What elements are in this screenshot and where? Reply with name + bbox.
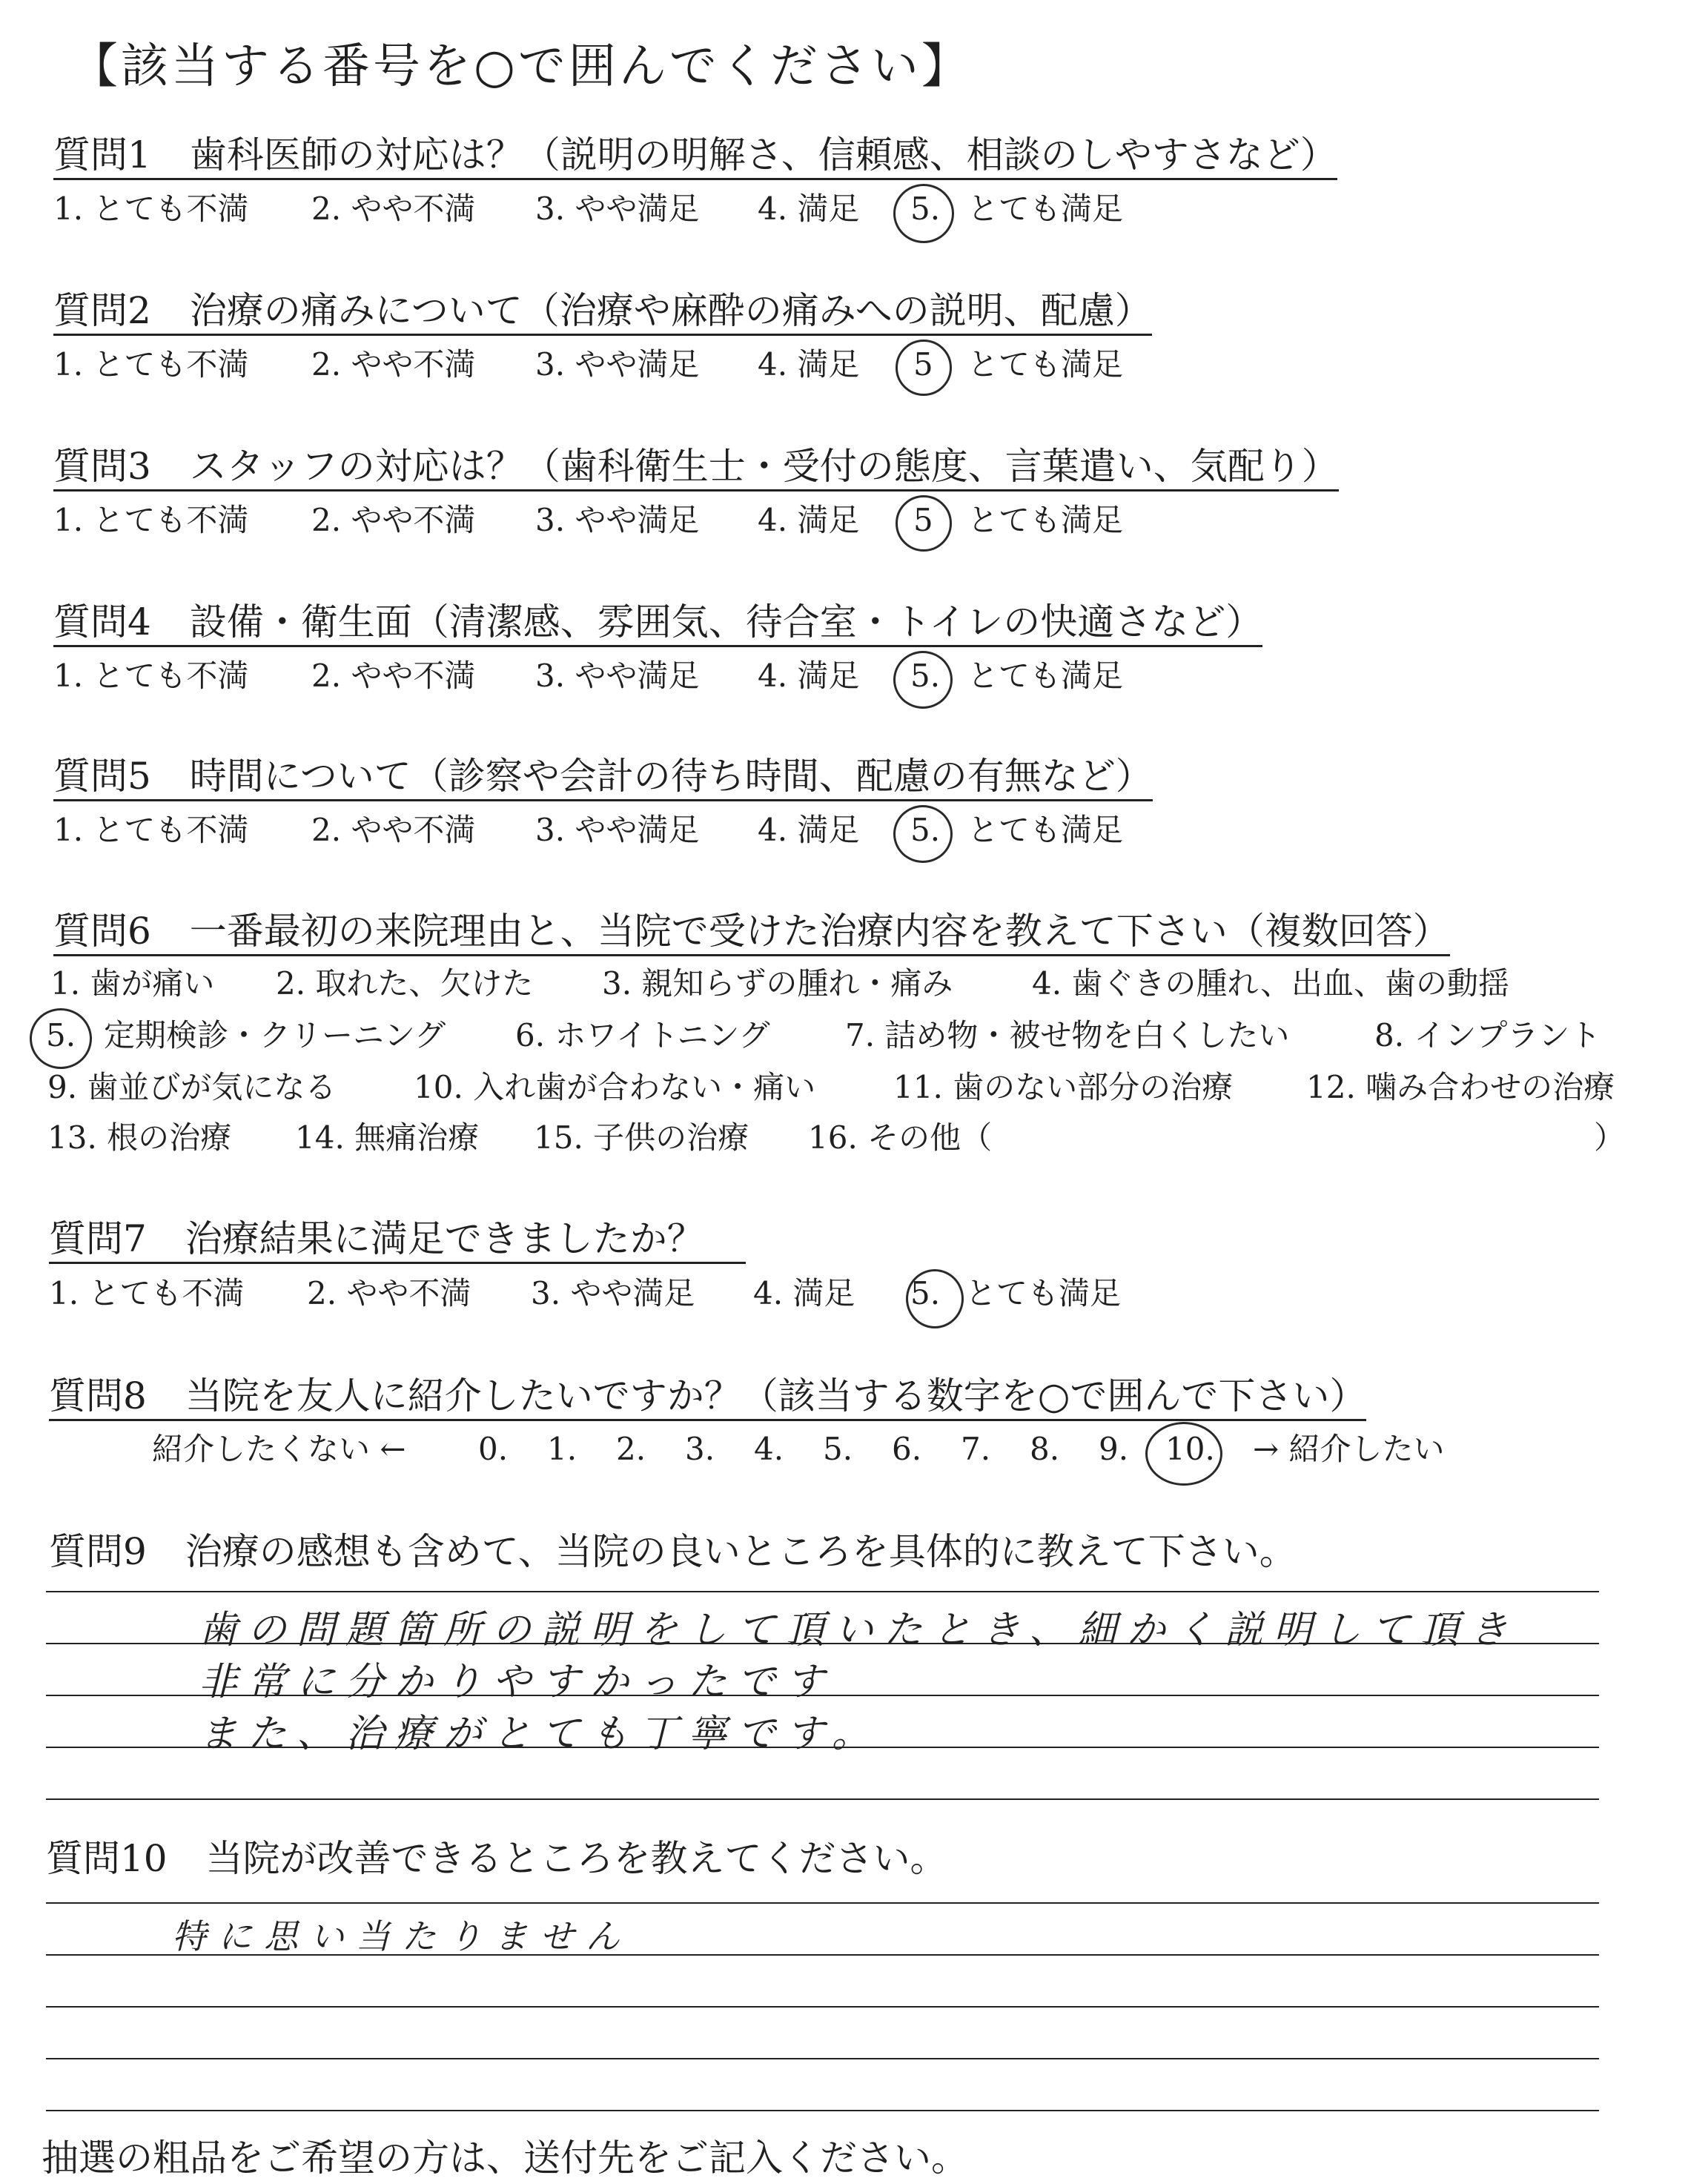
question-2-label: 質問2 [53, 289, 151, 332]
question-6-row-3 [0, 1068, 1708, 1112]
answer-line [46, 1902, 1599, 1904]
scale-1[interactable]: 1. [547, 1431, 577, 1467]
answer-circle [896, 495, 952, 552]
option-5[interactable]: 5. [910, 658, 941, 694]
option-2[interactable]: 2. 取れた、欠けた [276, 965, 534, 1002]
option-4[interactable]: 4. 満足 [758, 812, 860, 848]
question-4-options [0, 656, 1708, 701]
handwritten-answer-line-1: 歯の問題箇所の説明をして頂いたとき、細かく説明して頂き [199, 1608, 1518, 1652]
question-2-options [0, 345, 1708, 389]
option-4[interactable]: 4. 満足 [758, 191, 860, 227]
scale-8[interactable]: 8. [1030, 1431, 1060, 1467]
scale-0[interactable]: 0. [478, 1431, 509, 1467]
question-1-text: 質問1 歯科医師の対応は？（説明の明解さ、信頼感、相談のしやすさなど） [53, 133, 1337, 180]
option-2[interactable]: 2. やや不満 [311, 346, 476, 383]
option-5[interactable]: 5 [913, 502, 933, 538]
scale-right-label: → 紹介したい [1253, 1431, 1445, 1467]
option-1[interactable]: 1. とても不満 [53, 346, 249, 383]
scale-2[interactable]: 2. [616, 1431, 646, 1467]
option-4[interactable]: 4. 満足 [758, 346, 860, 383]
option-1[interactable]: 1. とても不満 [53, 502, 249, 538]
question-9-text: 質問9 治療の感想も含めて、当院の良いところを具体的に教えて下さい。 [49, 1530, 1297, 1573]
option-4[interactable]: 4. 満足 [758, 502, 860, 538]
option-5-label: とても満足 [967, 812, 1124, 848]
scale-6[interactable]: 6. [892, 1431, 922, 1467]
option-16[interactable]: 16. その他（ [808, 1119, 993, 1156]
answer-line [46, 1798, 1599, 1800]
option-4[interactable]: 4. 歯ぐきの腫れ、出血、歯の動揺 [1032, 965, 1509, 1002]
answer-circle [893, 651, 953, 709]
question-8-label: 質問8 [49, 1374, 147, 1417]
scale-left-label: 紹介したくない ← [152, 1431, 406, 1467]
question-10-text: 質問10 当院が改善できるところを教えてください。 [46, 1837, 947, 1880]
question-5-text: 質問5 時間について（診察や会計の待ち時間、配慮の有無など） [53, 755, 1153, 801]
option-15[interactable]: 15. 子供の治療 [534, 1119, 749, 1156]
option-5[interactable]: 5. [910, 812, 941, 848]
option-5-label: とても満足 [967, 502, 1124, 538]
handwritten-answer-line-3: また、治療がとても丁寧です。 [199, 1712, 881, 1756]
option-13[interactable]: 13. 根の治療 [47, 1119, 232, 1156]
option-10[interactable]: 10. 入れ歯が合わない・痛い [414, 1069, 816, 1105]
question-7-label: 質問7 [49, 1217, 147, 1260]
option-2[interactable]: 2. やや不満 [311, 658, 476, 694]
option-5[interactable]: 5 [913, 346, 933, 383]
option-14[interactable]: 14. 無痛治療 [295, 1119, 480, 1156]
handwritten-answer: 特に思い当たりません [172, 1916, 632, 1956]
option-3[interactable]: 3. やや満足 [535, 658, 700, 694]
answer-circle [906, 1269, 964, 1328]
option-1[interactable]: 1. とても不満 [53, 812, 249, 848]
handwritten-answer-line-2: 非常に分かりやすかったです [199, 1660, 835, 1704]
option-3[interactable]: 3. やや満足 [535, 191, 700, 227]
option-9[interactable]: 9. 歯並びが気になる [47, 1069, 337, 1105]
option-3[interactable]: 3. やや満足 [535, 812, 700, 848]
scale-3[interactable]: 3. [685, 1431, 715, 1467]
option-5-label: とても満足 [965, 1275, 1122, 1311]
footer-note: 抽選の粗品をご希望の方は、送付先をご記入ください。 [42, 2137, 968, 2180]
scale-5[interactable]: 5. [823, 1431, 853, 1467]
question-10-label: 質問10 [46, 1837, 168, 1880]
question-6-row-2 [0, 1016, 1708, 1060]
option-5-label: とても満足 [967, 191, 1124, 227]
option-1[interactable]: 1. 歯が痛い [50, 965, 215, 1002]
option-5-label: とても満足 [967, 346, 1124, 383]
option-2[interactable]: 2. やや不満 [311, 502, 476, 538]
question-3-options [0, 500, 1708, 545]
answer-circle [896, 340, 952, 396]
option-11[interactable]: 11. 歯のない部分の治療 [893, 1069, 1234, 1105]
answer-line [46, 2058, 1599, 2059]
option-2[interactable]: 2. やや不満 [311, 812, 476, 848]
option-5[interactable]: 5. [46, 1017, 76, 1053]
question-7-text: 質問7 治療結果に満足できましたか？ [49, 1217, 746, 1264]
question-5-label: 質問5 [53, 755, 151, 798]
question-3-label: 質問3 [53, 445, 151, 488]
scale-10[interactable]: 10. [1165, 1431, 1215, 1467]
answer-circle [893, 184, 954, 243]
option-2[interactable]: 2. やや不満 [307, 1275, 471, 1311]
page-title: 【該当する番号を○で囲んでください】 [70, 39, 972, 94]
question-5-options [0, 810, 1708, 855]
question-4-text: 質問4 設備・衛生面（清潔感、雰囲気、待合室・トイレの快適さなど） [53, 600, 1262, 647]
option-1[interactable]: 1. とても不満 [53, 191, 249, 227]
option-6[interactable]: 6. ホワイトニング [515, 1017, 770, 1053]
question-4-label: 質問4 [53, 600, 151, 643]
question-3-text: 質問3 スタッフの対応は？（歯科衛生士・受付の態度、言葉遣い、気配り） [53, 445, 1339, 492]
question-6-text: 質問6 一番最初の来院理由と、当院で受けた治療内容を教えて下さい（複数回答） [53, 910, 1450, 956]
option-5-label: とても満足 [967, 658, 1124, 694]
option-3[interactable]: 3. やや満足 [535, 346, 700, 383]
question-8-scale [0, 1429, 1708, 1474]
question-7-options [0, 1274, 1708, 1318]
option-5-label: 定期検診・クリーニング [104, 1017, 446, 1053]
answer-line [46, 2006, 1599, 2008]
option-1[interactable]: 1. とても不満 [49, 1275, 245, 1311]
option-12[interactable]: 12. 噛み合わせの治療 [1306, 1069, 1615, 1105]
question-8-text: 質問8 当院を友人に紹介したいですか？（該当する数字を○で囲んで下さい） [49, 1374, 1366, 1421]
question-1-label: 質問1 [53, 133, 151, 176]
option-3[interactable]: 3. 親知らずの腫れ・痛み [602, 965, 953, 1002]
option-1[interactable]: 1. とても不満 [53, 658, 249, 694]
answer-circle [1145, 1422, 1222, 1486]
option-4[interactable]: 4. 満足 [758, 658, 860, 694]
question-6-row-1 [0, 964, 1708, 1008]
option-4[interactable]: 4. 満足 [753, 1275, 855, 1311]
option-3[interactable]: 3. やや満足 [535, 502, 700, 538]
question-6-row-4 [0, 1118, 1708, 1162]
scale-7[interactable]: 7. [961, 1431, 991, 1467]
answer-circle [893, 805, 953, 863]
option-8[interactable]: 8. インプラント [1374, 1017, 1601, 1053]
scale-4[interactable]: 4. [754, 1431, 784, 1467]
option-16-close: ） [1594, 1119, 1626, 1156]
answer-circle [30, 1008, 92, 1069]
question-1-options [0, 189, 1708, 234]
option-5[interactable]: 5. [910, 191, 941, 227]
scale-9[interactable]: 9. [1099, 1431, 1129, 1467]
question-2-text: 質問2 治療の痛みについて（治療や麻酔の痛みへの説明、配慮） [53, 289, 1152, 336]
question-6-label: 質問6 [53, 910, 151, 953]
option-2[interactable]: 2. やや不満 [311, 191, 476, 227]
answer-line [46, 1591, 1599, 1592]
answer-line [46, 2110, 1599, 2111]
option-7[interactable]: 7. 詰め物・被せ物を白くしたい [845, 1017, 1290, 1053]
option-3[interactable]: 3. やや満足 [531, 1275, 695, 1311]
option-5[interactable]: 5. [910, 1275, 941, 1311]
question-9-label: 質問9 [49, 1530, 147, 1573]
